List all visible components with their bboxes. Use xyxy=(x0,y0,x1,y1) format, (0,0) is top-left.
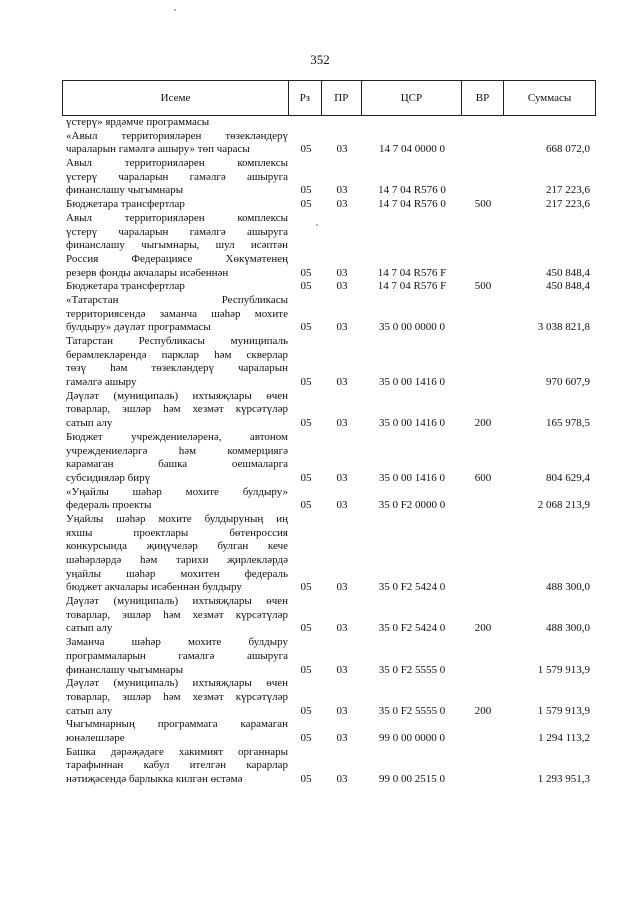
row-name xyxy=(62,513,290,595)
row-name xyxy=(62,636,290,677)
table-row xyxy=(62,636,596,677)
row-vr xyxy=(462,664,504,678)
row-sum: 668 072,0 xyxy=(546,143,590,156)
row-name-line: товарлар, эшләр һәм хезмәт күрсәтүләр xyxy=(66,608,288,621)
row-pr: 03 xyxy=(336,581,348,594)
row-name-line: финанслашу чыгымнары xyxy=(66,184,184,197)
row-rz: 05 xyxy=(300,198,312,211)
column-header-vr: ВР xyxy=(462,81,504,115)
row-rz: 05 xyxy=(300,143,312,156)
row-name xyxy=(62,486,290,513)
row-name xyxy=(62,157,290,198)
row-sum: 1 579 913,9 xyxy=(537,704,590,717)
row-sum: 970 607,9 xyxy=(546,376,590,389)
row-name-line: финанслашу чыгымнары xyxy=(66,663,184,676)
row-pr: 03 xyxy=(336,143,348,156)
table-row xyxy=(62,595,596,636)
row-name-line: чараларын гамәлгә ашыру» төп чарасы xyxy=(66,143,250,156)
row-pr: 03 xyxy=(336,773,348,785)
row-name-line: Бюджет учреждениеләренә, автоном xyxy=(66,430,288,443)
table-row xyxy=(62,198,596,212)
row-pr: 03 xyxy=(336,376,348,389)
row-vr: 200 xyxy=(474,704,492,717)
row-name-line: «Авыл территорияләрен төзекләндерү xyxy=(66,129,288,142)
row-vr xyxy=(462,376,504,390)
row-rz: 05 xyxy=(300,499,312,512)
table-row xyxy=(62,294,596,335)
row-name-line: сатып алу xyxy=(66,704,113,717)
column-header-pr: ПР xyxy=(322,81,362,115)
row-pr: 03 xyxy=(336,704,348,717)
row-csr xyxy=(362,116,462,130)
row-name xyxy=(62,677,290,718)
row-pr: 03 xyxy=(336,280,348,293)
row-sum: 804 629,4 xyxy=(546,471,590,484)
row-sum: 1 579 913,9 xyxy=(537,663,590,676)
row-name-line: бюджет акчалары исәбеннән булдыру xyxy=(66,581,242,594)
row-vr xyxy=(462,773,504,787)
row-pr: 03 xyxy=(336,731,348,744)
row-name-line: яхшы проектлары бөтенроссия xyxy=(66,526,288,539)
row-csr: 35 0 00 0000 0 xyxy=(379,321,445,334)
budget-table-body xyxy=(62,116,596,787)
row-name-line: резерв фонды акчалары исәбеннән xyxy=(66,266,229,279)
row-name-line: гамәлгә ашыру xyxy=(66,376,137,389)
row-name-line: Татарстан Республикасы муниципаль xyxy=(66,335,288,347)
row-rz xyxy=(290,116,322,130)
row-rz: 05 xyxy=(300,280,312,293)
row-name-line: Бюджетара трансфертлар xyxy=(66,198,185,211)
row-pr: 03 xyxy=(336,184,348,197)
table-row xyxy=(62,513,596,595)
row-sum: 488 300,0 xyxy=(546,581,590,594)
row-rz: 05 xyxy=(300,663,312,676)
table-row xyxy=(62,390,596,431)
table-row xyxy=(62,280,596,294)
row-vr xyxy=(462,581,504,595)
row-sum xyxy=(504,116,596,130)
row-csr: 99 0 00 2515 0 xyxy=(379,773,445,785)
row-name-line: «Уңайлы шәһәр мохите булдыру» xyxy=(66,485,288,498)
row-csr: 14 7 04 R576 0 xyxy=(378,184,446,197)
table-row xyxy=(62,746,596,787)
row-csr: 14 7 04 0000 0 xyxy=(379,143,445,156)
row-name-line: федераль проекты xyxy=(66,499,152,512)
row-sum: 165 978,5 xyxy=(546,417,590,430)
table-row xyxy=(62,130,596,157)
row-name-line: Бюджетара трансфертлар xyxy=(66,280,185,293)
row-name-line: товарлар, эшләр һәм хезмәт күрсәтүләр xyxy=(66,403,288,416)
row-pr: 03 xyxy=(336,417,348,430)
row-csr: 14 7 04 R576 0 xyxy=(378,198,446,211)
row-name-line: үстерү чараларын гамәлгә ашыруга xyxy=(66,170,288,183)
row-pr: 03 xyxy=(336,321,348,334)
row-name-line: нәтиҗәсендә барлыкка килгән өстәмә xyxy=(66,773,243,785)
row-vr: 200 xyxy=(474,417,492,430)
row-name-line: товарлар, эшләр һәм хезмәт күрсәтүләр xyxy=(66,690,288,703)
row-name xyxy=(62,280,290,294)
row-name-line: уңайлы шәһәр мохитен федераль xyxy=(66,567,288,580)
row-name xyxy=(62,116,290,130)
row-name-line: конкурсында җиңүчеләр булган кече xyxy=(66,540,288,553)
row-name xyxy=(62,212,290,280)
row-pr: 03 xyxy=(336,198,348,211)
row-sum: 2 068 213,9 xyxy=(537,499,590,512)
row-csr: 35 0 00 1416 0 xyxy=(379,417,445,430)
row-vr xyxy=(462,732,504,746)
row-pr: 03 xyxy=(336,663,348,676)
table-row xyxy=(62,157,596,198)
row-rz: 05 xyxy=(300,471,312,484)
row-pr xyxy=(322,116,362,130)
row-vr xyxy=(462,267,504,281)
row-name-line: Заманча шәһәр мохите булдыру xyxy=(66,636,288,649)
row-name-line: булдыру» дәүләт программасы xyxy=(66,321,211,334)
table-row xyxy=(62,212,596,280)
table-row xyxy=(62,116,596,130)
row-rz: 05 xyxy=(300,581,312,594)
row-name-line: үстерү чараларын гамәлгә ашыруга xyxy=(66,225,288,238)
row-rz: 05 xyxy=(300,376,312,389)
row-csr: 35 0 F2 5424 0 xyxy=(378,581,446,594)
row-sum: 217 223,6 xyxy=(546,198,590,211)
row-name xyxy=(62,718,290,745)
row-sum: 3 038 821,8 xyxy=(537,321,590,334)
row-csr: 35 0 F2 0000 0 xyxy=(378,499,446,512)
row-rz: 05 xyxy=(300,266,312,279)
row-sum: 450 848,4 xyxy=(546,266,590,279)
row-sum: 450 848,4 xyxy=(546,280,590,293)
row-name-line: сатып алу xyxy=(66,417,113,430)
row-vr: 200 xyxy=(474,622,492,635)
table-row xyxy=(62,486,596,513)
row-name-line: юнәлешләре xyxy=(66,731,125,744)
row-vr: 500 xyxy=(474,198,492,211)
column-header-rz: Рз xyxy=(289,81,322,115)
row-rz: 05 xyxy=(300,704,312,717)
row-name-line: Башка дәрәҗәдәге хакимият органнары xyxy=(66,745,288,758)
row-name xyxy=(62,335,290,390)
row-pr: 03 xyxy=(336,471,348,484)
row-rz: 05 xyxy=(300,184,312,197)
table-header xyxy=(62,80,596,116)
column-header-sum: Суммасы xyxy=(527,92,572,104)
row-name xyxy=(62,595,290,636)
row-name-line: сатып алу xyxy=(66,622,113,635)
row-name-line: учреждениеләргә һәм коммерциягә xyxy=(66,444,288,457)
row-name-line: территориясендә заманча шәһәр мохите xyxy=(66,307,288,320)
table-row xyxy=(62,431,596,486)
row-name-line: карамаган башка оешмаларга xyxy=(66,458,288,471)
row-name-line: «Татарстан Республикасы xyxy=(66,293,288,306)
row-name-line: Россия Федерациясе Хөкүмәтенең xyxy=(66,252,288,265)
table-row xyxy=(62,718,596,745)
row-name-line: субсидияләр бирү xyxy=(66,471,151,484)
row-sum: 217 223,6 xyxy=(546,184,590,197)
page-number: 352 xyxy=(310,52,330,67)
row-vr: 600 xyxy=(474,471,492,484)
row-name xyxy=(62,431,290,486)
row-sum: 1 293 951,3 xyxy=(537,773,590,785)
row-name-line: Уңайлы шәһәр мохите булдыруның иң xyxy=(66,512,288,525)
table-row xyxy=(62,335,596,390)
row-csr: 35 0 F2 5424 0 xyxy=(378,622,446,635)
row-rz: 05 xyxy=(300,773,312,785)
row-name-line: Дәүләт (муниципаль) ихтыяҗлары өчен xyxy=(66,677,288,690)
row-name xyxy=(62,198,290,212)
row-pr: 03 xyxy=(336,499,348,512)
row-rz: 05 xyxy=(300,622,312,635)
row-name xyxy=(62,294,290,335)
row-name xyxy=(62,746,290,787)
row-sum: 1 294 113,2 xyxy=(538,731,590,744)
column-header-name: Исеме xyxy=(63,81,289,115)
row-csr: 35 0 00 1416 0 xyxy=(379,471,445,484)
row-name-line: үстерү» ярдәмче программасы xyxy=(66,116,210,128)
row-csr: 14 7 04 R576 F xyxy=(377,266,447,279)
row-name-line: шәһәрләрдә һәм тарихи җирлекләрдә xyxy=(66,554,288,566)
row-name xyxy=(62,130,290,157)
row-vr: 500 xyxy=(474,280,492,293)
row-vr xyxy=(462,321,504,335)
row-name-line: программаларын гамәлгә ашыруга xyxy=(66,649,288,662)
row-name-line: төзү һәм төзекләндерү чараларын xyxy=(66,362,288,375)
row-name-line: Авыл территорияләрен комплексы xyxy=(66,157,288,170)
row-pr: 03 xyxy=(336,622,348,635)
row-name-line: берәмлекләрендә парклар һәм скверлар xyxy=(66,348,288,361)
row-csr: 14 7 04 R576 F xyxy=(377,280,447,293)
row-vr xyxy=(462,499,504,513)
row-csr: 99 0 00 0000 0 xyxy=(379,731,445,744)
column-header-csr: ЦСР xyxy=(362,81,462,115)
table-row xyxy=(62,677,596,718)
row-csr: 35 0 F2 5555 0 xyxy=(378,663,446,676)
row-name-line: Авыл территорияләрен комплексы xyxy=(66,211,288,224)
row-name xyxy=(62,390,290,431)
row-name-line: Дәүләт (муниципаль) ихтыяҗлары өчен xyxy=(66,389,288,402)
row-vr xyxy=(462,116,504,130)
row-name-line: финанслашу чыгымнары, шул исәптән xyxy=(66,239,288,252)
row-sum: 488 300,0 xyxy=(546,622,590,635)
row-rz: 05 xyxy=(300,417,312,430)
row-rz: 05 xyxy=(300,731,312,744)
row-name-line: тарафыннан кабул ителгән карарлар xyxy=(66,759,288,772)
row-name-line: Дәүләт (муниципаль) ихтыяҗлары өчен xyxy=(66,595,288,608)
row-rz: 05 xyxy=(300,321,312,334)
row-name-line: Чыгымнарның программага карамаган xyxy=(66,718,288,731)
row-csr: 35 0 F2 5555 0 xyxy=(378,704,446,717)
scan-speck xyxy=(174,9,176,11)
row-vr xyxy=(462,143,504,157)
row-csr: 35 0 00 1416 0 xyxy=(379,376,445,389)
row-pr: 03 xyxy=(336,266,348,279)
row-vr xyxy=(462,184,504,198)
